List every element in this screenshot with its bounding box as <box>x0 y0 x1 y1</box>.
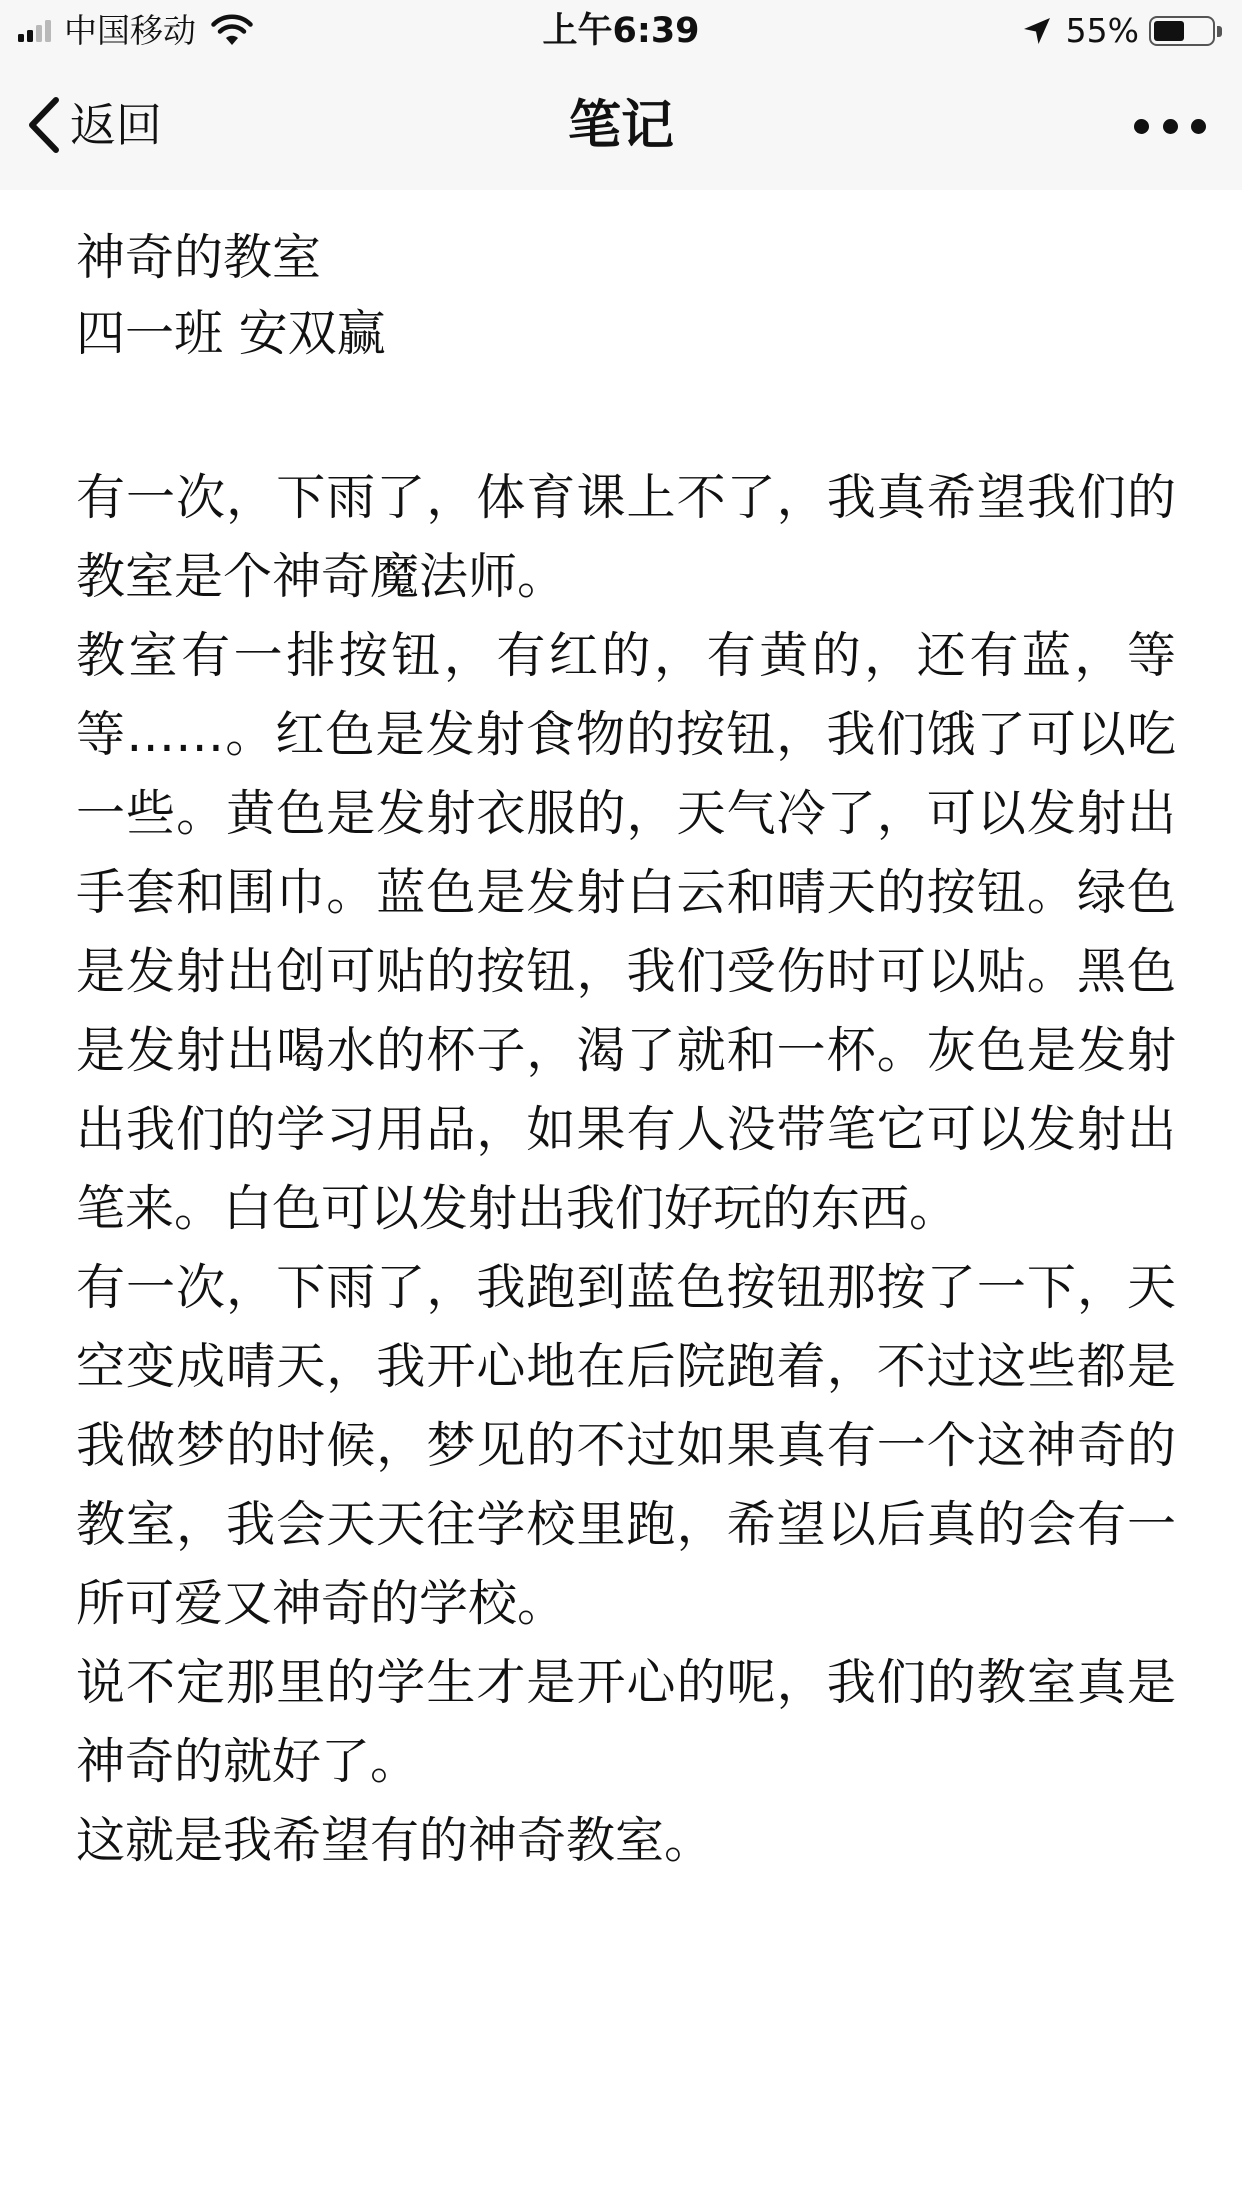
note-paragraph: 有一次，下雨了，我跑到蓝色按钮那按了一下，天空变成晴天，我开心地在后院跑着，不过这些都是我做梦的时候，梦见的不过如果真有一个这神奇的教室，我会天天往学校里跑，希望以后真的会有一所可爱又神奇的学校。 <box>76 1259 1176 1632</box>
battery-percentage: 55% <box>1065 11 1139 50</box>
note-paragraph: 有一次，下雨了，体育课上不了，我真希望我们的教室是个神奇魔法师。 <box>76 469 1176 605</box>
navigation-bar <box>0 62 1242 190</box>
battery-icon <box>1149 16 1215 46</box>
status-right <box>1022 10 1222 52</box>
status-bar <box>0 0 1242 62</box>
more-dots-icon <box>1134 119 1149 134</box>
status-time: 上午6:39 <box>542 11 700 51</box>
battery-tip <box>1217 26 1222 37</box>
back-label: 返回 <box>70 98 162 152</box>
location-arrow-icon <box>1022 16 1052 46</box>
note-content[interactable] <box>76 220 1176 1880</box>
more-dot <box>1163 119 1178 134</box>
page-title: 笔记 <box>568 95 674 156</box>
note-paragraph: 教室有一排按钮，有红的，有黄的，还有蓝，等等……。红色是发射食物的按钮，我们饿了可以吃一些。黄色是发射衣服的，天气冷了，可以发射出手套和围巾。蓝色是发射白云和晴天的按钮。绿色是发射出创可贴的按钮，我们受伤时可以贴。黑色是发射出喝水的杯子，渴了就和一杯。灰色是发射出我们的学习用品，如果有人没带笔它可以发射出笔来。白色可以发射出我们好玩的东西。 <box>76 627 1176 1237</box>
note-body <box>76 458 1176 1880</box>
note-author: 四一班 安双赢 <box>76 305 386 362</box>
note-paragraph: 这就是我希望有的神奇教室。 <box>76 1812 714 1869</box>
more-options-button[interactable] <box>1134 106 1206 146</box>
note-title: 神奇的教室 <box>76 229 322 286</box>
note-header <box>76 220 1176 372</box>
more-dot <box>1191 119 1206 134</box>
battery-level-fill <box>1154 21 1184 41</box>
note-paragraph: 说不定那里的学生才是开心的呢，我们的教室真是神奇的就好了。 <box>76 1654 1176 1790</box>
carrier-name: 中国移动 <box>64 11 196 50</box>
